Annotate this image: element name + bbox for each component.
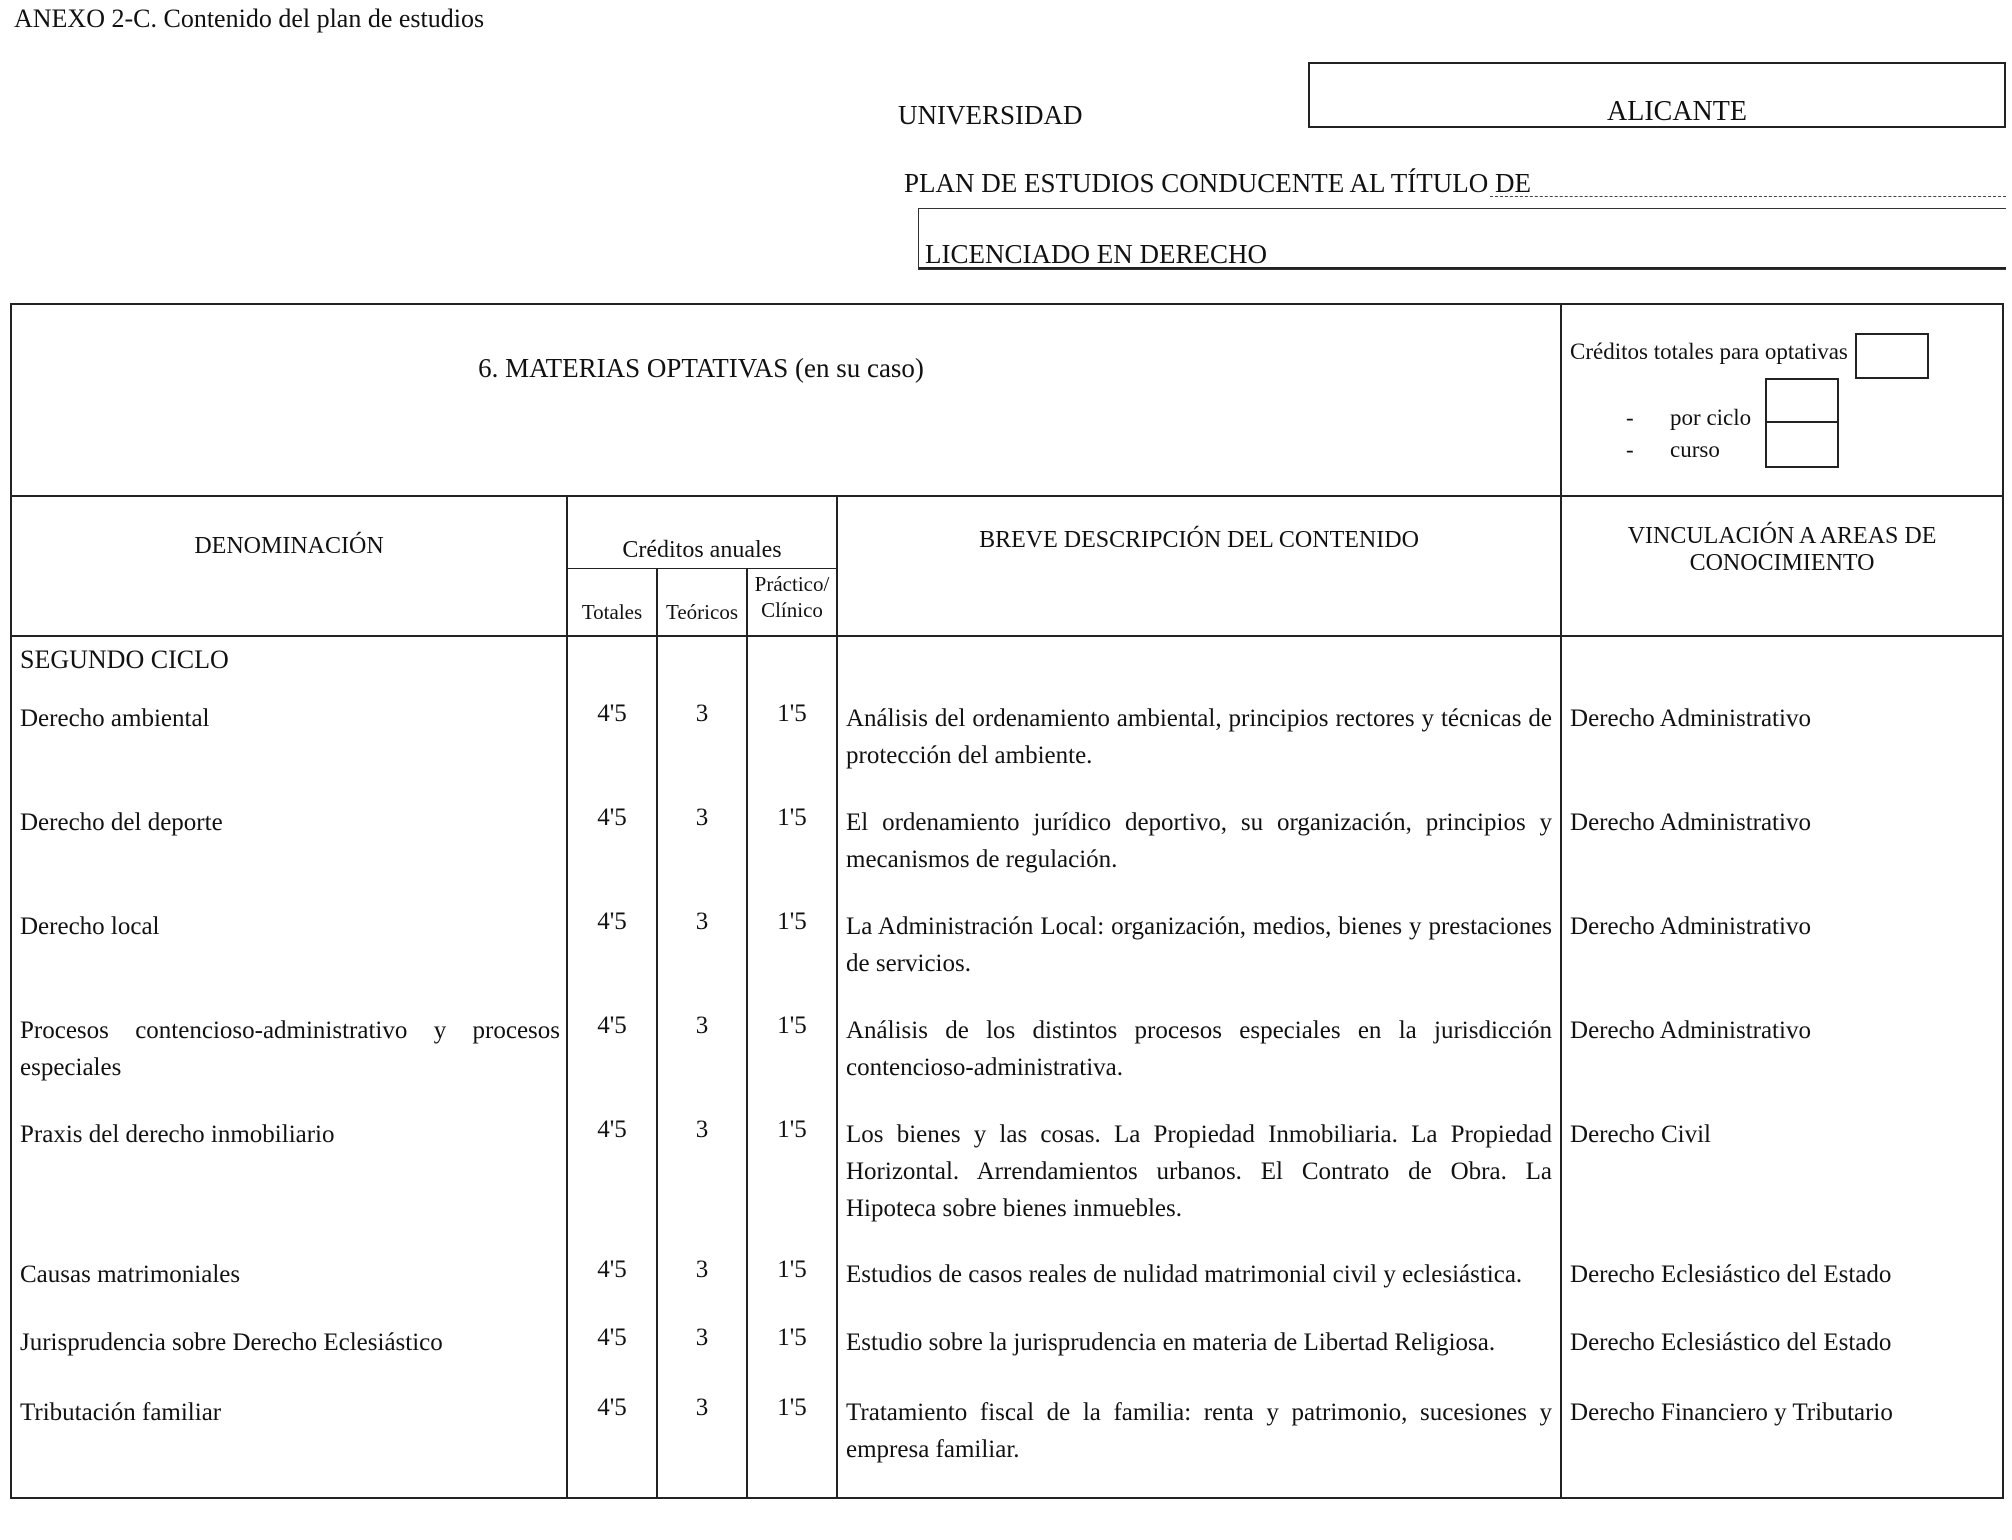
table-row xyxy=(11,1394,2003,1498)
credits-panel xyxy=(1561,304,2003,496)
degree-value: LICENCIADO EN DERECHO xyxy=(925,239,1267,269)
row-teoricos: 3 xyxy=(657,1116,747,1256)
row-totales: 4'5 xyxy=(567,1116,657,1256)
table-row xyxy=(11,1324,2003,1394)
row-name: Derecho del deporte xyxy=(11,804,567,908)
row-totales: 4'5 xyxy=(567,1394,657,1498)
row-name: Procesos contencioso-administrativo y procesos especiales xyxy=(11,1012,567,1116)
row-description: Análisis de los distintos procesos especiales en la jurisdicción contencioso-administrativa. xyxy=(837,1012,1561,1116)
curso-label: curso xyxy=(1670,437,1720,462)
optional-subjects-table xyxy=(10,303,2004,1499)
row-area: Derecho Eclesiástico del Estado xyxy=(1561,1256,2003,1324)
col-totales: Totales xyxy=(567,568,657,636)
table-row xyxy=(11,804,2003,908)
row-description: Estudio sobre la jurisprudencia en materia de Libertad Religiosa. xyxy=(837,1324,1561,1394)
row-totales: 4'5 xyxy=(567,1324,657,1394)
university-box xyxy=(1308,62,2006,128)
row-teoricos: 3 xyxy=(657,1256,747,1324)
table-row xyxy=(11,700,2003,804)
row-name: Derecho ambiental xyxy=(11,700,567,804)
row-area: Derecho Administrativo xyxy=(1561,1012,2003,1116)
col-vinculacion-line2: CONOCIMIENTO xyxy=(1689,550,1875,576)
university-value: ALICANTE xyxy=(1607,96,1747,127)
row-totales: 4'5 xyxy=(567,700,657,804)
row-teoricos: 3 xyxy=(657,804,747,908)
row-teoricos: 3 xyxy=(657,1394,747,1498)
row-area: Derecho Administrativo xyxy=(1561,908,2003,1012)
row-description: Los bienes y las cosas. La Propiedad Inmobiliaria. La Propiedad Horizontal. Arrendamientos urbanos. El Contrato de Obra. La Hipoteca sobre bienes inmuebles. xyxy=(837,1116,1561,1256)
row-practico: 1'5 xyxy=(747,1324,837,1394)
row-area: Derecho Administrativo xyxy=(1561,700,2003,804)
table-row xyxy=(11,1012,2003,1116)
row-area: Derecho Civil xyxy=(1561,1116,2003,1256)
row-totales: 4'5 xyxy=(567,804,657,908)
section-title: 6. MATERIAS OPTATIVAS (en su caso) xyxy=(478,353,924,383)
row-totales: 4'5 xyxy=(567,1256,657,1324)
row-teoricos: 3 xyxy=(657,1324,747,1394)
col-teoricos: Teóricos xyxy=(657,568,747,636)
dash-1: - xyxy=(1626,405,1634,430)
row-practico: 1'5 xyxy=(747,1012,837,1116)
col-creditos-anuales: Créditos anuales xyxy=(567,496,837,568)
section-header xyxy=(11,304,1561,496)
col-vinculacion xyxy=(1561,496,2003,636)
cycle-label: SEGUNDO CICLO xyxy=(11,636,567,700)
dash-2: - xyxy=(1626,437,1634,462)
plan-dashed-line xyxy=(1490,196,2006,197)
row-practico: 1'5 xyxy=(747,1116,837,1256)
col-practico-line2: Clínico xyxy=(761,597,823,622)
row-practico: 1'5 xyxy=(747,1256,837,1324)
row-name: Derecho local xyxy=(11,908,567,1012)
col-denominacion: DENOMINACIÓN xyxy=(11,496,567,636)
row-name: Tributación familiar xyxy=(11,1394,567,1498)
row-practico: 1'5 xyxy=(747,804,837,908)
por-ciclo-label: por ciclo xyxy=(1670,405,1752,430)
degree-box xyxy=(918,208,2006,270)
row-area: Derecho Administrativo xyxy=(1561,804,2003,908)
table-row xyxy=(11,1256,2003,1324)
row-description: La Administración Local: organización, medios, bienes y prestaciones de servicios. xyxy=(837,908,1561,1012)
col-descripcion: BREVE DESCRIPCIÓN DEL CONTENIDO xyxy=(837,496,1561,636)
credits-total-label: Créditos totales para optativas xyxy=(1570,339,1848,364)
row-name: Causas matrimoniales xyxy=(11,1256,567,1324)
plan-label: PLAN DE ESTUDIOS CONDUCENTE AL TÍTULO DE xyxy=(904,168,1531,198)
row-practico: 1'5 xyxy=(747,908,837,1012)
university-label: UNIVERSIDAD xyxy=(898,100,1083,130)
row-teoricos: 3 xyxy=(657,1012,747,1116)
table-row xyxy=(11,1116,2003,1256)
row-name: Praxis del derecho inmobiliario xyxy=(11,1116,567,1256)
row-area: Derecho Eclesiástico del Estado xyxy=(1561,1324,2003,1394)
row-description: Estudios de casos reales de nulidad matrimonial civil y eclesiástica. xyxy=(837,1256,1561,1324)
col-practico-line1: Práctico/ xyxy=(754,571,830,596)
row-teoricos: 3 xyxy=(657,700,747,804)
row-totales: 4'5 xyxy=(567,1012,657,1116)
table-row xyxy=(11,908,2003,1012)
row-description: El ordenamiento jurídico deportivo, su organización, principios y mecanismos de regulación. xyxy=(837,804,1561,908)
annex-title: ANEXO 2-C. Contenido del plan de estudios xyxy=(14,4,485,33)
por-ciclo-curso-box xyxy=(1765,378,1839,468)
row-description: Análisis del ordenamiento ambiental, principios rectores y técnicas de protección del ambiente. xyxy=(837,700,1561,804)
row-totales: 4'5 xyxy=(567,908,657,1012)
row-name: Jurisprudencia sobre Derecho Eclesiástico xyxy=(11,1324,567,1394)
col-vinculacion-line1: VINCULACIÓN A AREAS DE xyxy=(1627,523,1937,549)
row-description: Tratamiento fiscal de la familia: renta y patrimonio, sucesiones y empresa familiar. xyxy=(837,1394,1561,1498)
row-area: Derecho Financiero y Tributario xyxy=(1561,1394,2003,1498)
credits-total-box xyxy=(1855,333,1929,379)
row-teoricos: 3 xyxy=(657,908,747,1012)
row-practico: 1'5 xyxy=(747,1394,837,1498)
col-practico xyxy=(747,568,837,636)
degree-underline xyxy=(919,267,2006,269)
row-practico: 1'5 xyxy=(747,700,837,804)
